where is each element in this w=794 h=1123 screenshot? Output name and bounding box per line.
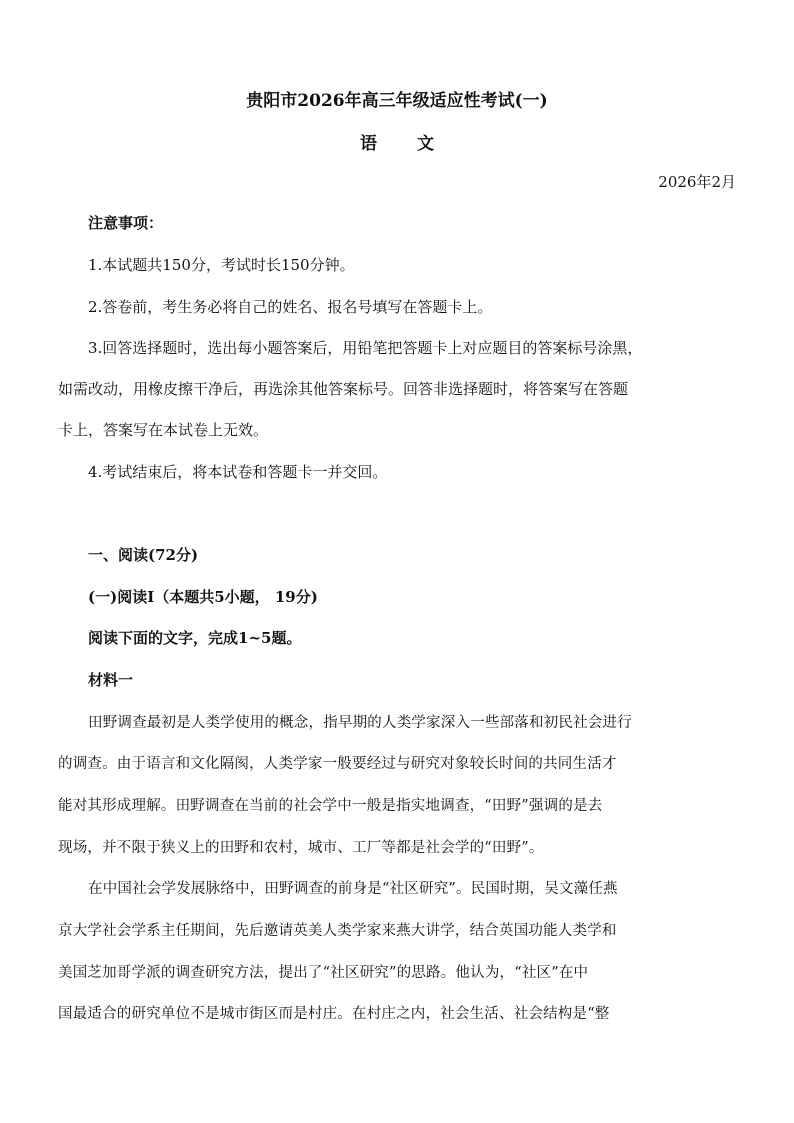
sub-section-heading: (一)阅读Ⅰ（本题共5小题， 19分) (88, 588, 318, 606)
subject-char-1: 语 (360, 134, 377, 154)
passage-p1-line-1: 田野调查最初是人类学使用的概念，指早期的人类学家深入一些部落和初民社会进行 (88, 715, 632, 731)
subject-title (0, 129, 794, 154)
subject-char-2: 文 (417, 134, 434, 154)
exam-date: 2026年2月 (658, 173, 736, 191)
reading-instruction: 阅读下面的文字，完成1~5题。 (88, 629, 302, 647)
notice-heading: 注意事项： (88, 214, 164, 232)
passage-p1-line-3: 能对其形成理解。田野调查在当前的社会学中一般是指实地调查，“田野”强调的是去 (58, 798, 603, 814)
notice-item-4: 4.考试结束后，将本试卷和答题卡一并交回。 (88, 463, 388, 481)
notice-item-3-line-2: 如需改动，用橡皮擦干净后，再选涂其他答案标号。回答非选择题时，将答案写在答题 (58, 380, 629, 398)
passage-p1-line-2: 的调查。由于语言和文化隔阂，人类学家一般要经过与研究对象较长时间的共同生活才 (58, 756, 617, 772)
passage-p2-line-2: 京大学社会学系主任期间，先后邀请英美人类学家来燕大讲学，结合英国功能人类学和 (58, 923, 617, 939)
section-heading: 一、阅读(72分) (88, 546, 199, 564)
passage-p2-line-4: 国最适合的研究单位不是城市街区而是村庄。在村庄之内，社会生活、社会结构是“整 (58, 1006, 610, 1022)
notice-item-2: 2.答卷前，考生务必将自己的姓名、报名号填写在答题卡上。 (88, 298, 493, 316)
notice-item-3-line-1: 3.回答选择题时，选出每小题答案后，用铅笔把答题卡上对应题目的答案标号涂黑， (88, 339, 643, 357)
notice-item-3-line-3: 卡上，答案写在本试卷上无效。 (58, 421, 269, 439)
notice-item-1: 1.本试题共150分，考试时长150分钟。 (88, 256, 355, 274)
material-label: 材料一 (88, 671, 134, 689)
passage-p2-line-1: 在中国社会学发展脉络中，田野调查的前身是“社区研究”。民国时期，吴文藻任燕 (88, 881, 618, 897)
passage-p2-line-3: 美国芝加哥学派的调查研究方法，提出了“社区研究”的思路。他认为，“社区”在中 (58, 965, 589, 981)
exam-title: 贵阳市2026年高三年级适应性考试(一) (246, 91, 548, 111)
passage-p1-line-4: 现场，并不限于狭义上的田野和农村，城市、工厂等都是社会学的“田野”。 (58, 840, 544, 856)
